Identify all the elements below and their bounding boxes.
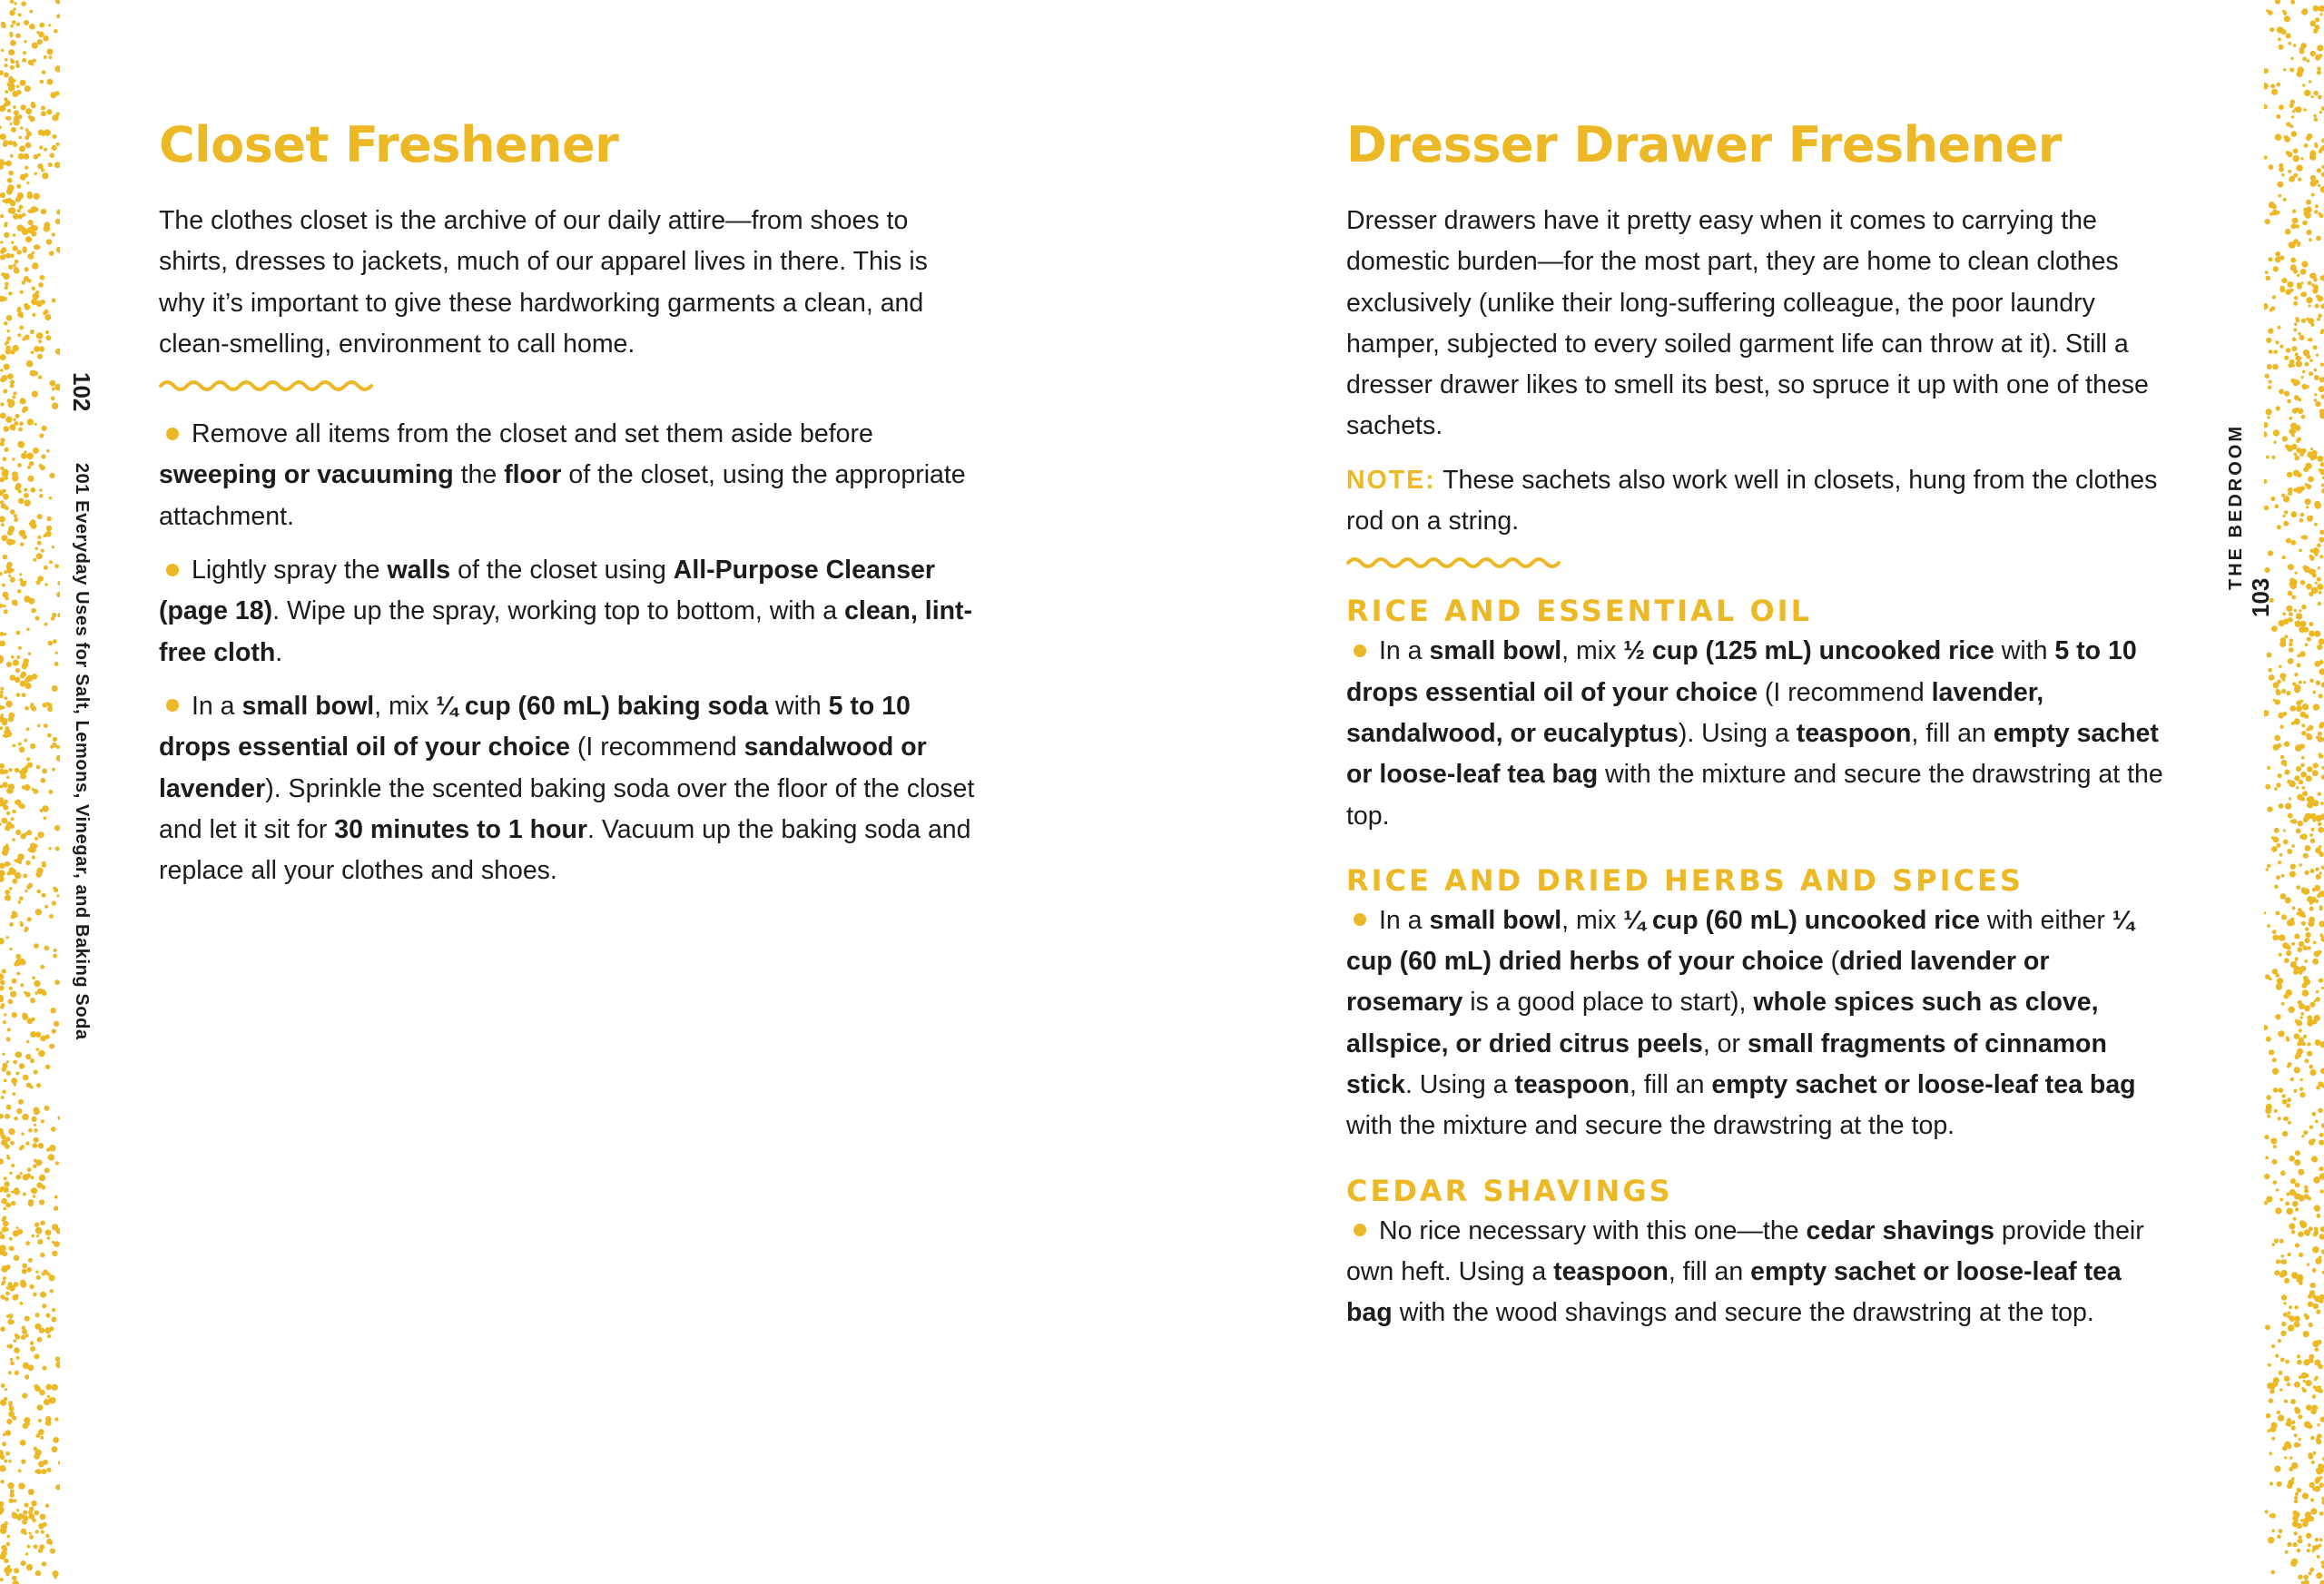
section-heading: RICE AND DRIED HERBS AND SPICES	[1346, 862, 2024, 898]
page-title: Dresser Drawer Freshener	[1346, 116, 2062, 173]
bullet-dot	[166, 699, 179, 712]
bullet-dot	[1354, 913, 1366, 926]
intro-paragraph: Dresser drawers have it pretty easy when it comes to carrying the domestic burden—for the most part, they are home to clean clothes exclusively (unlike their long-suffering colleague, the poor laundry hamper, subjected to every soiled garment life can throw at it). Still a dresser drawer likes to smell its best, so spruce it up with one of these sachets.	[1346, 206, 2149, 441]
section-item	[1346, 1211, 2168, 1334]
page-number-right: 103	[2247, 577, 2274, 617]
note-label: NOTE:	[1346, 465, 1436, 495]
bullet-dot	[1354, 644, 1366, 657]
note-text: These sachets also work well in closets, hung from the clothes rod on a string.	[1346, 465, 2158, 536]
section-heading: CEDAR SHAVINGS	[1346, 1173, 1673, 1208]
section-text: No rice necessary with this one—the cedar shavings provide their own heft. Using a teaspoon, fill an empty sachet or loose-leaf tea bag with the wood shavings and secure the drawstring at the top.	[1346, 1215, 2144, 1328]
left-running-head	[67, 372, 95, 1040]
section-heading: RICE AND ESSENTIAL OIL	[1346, 594, 1812, 629]
instruction-list	[159, 414, 980, 891]
instruction-text: Lightly spray the walls of the closet using All-Purpose Cleanser (page 18). Wipe up the spray, working top to bottom, with a clean, lint-free cloth.	[159, 556, 973, 667]
instruction-text: Remove all items from the closet and set them aside before sweeping or vacuuming the floor of the closet, using the appropriate attachment.	[159, 419, 966, 531]
section-text: In a small bowl, mix ¼ cup (60 mL) uncooked rice with either ¼ cup (60 mL) dried herbs of your choice (dried lavender or rosemary is a good place to start), whole spices such as clove, allspice, or dried citrus peels, or small fragments of cinnamon stick. Using a teaspoon, fill an empty sachet or loose-leaf tea bag with the mixture and secure the drawstring at the top.	[1346, 905, 2136, 1141]
wave-divider	[1346, 555, 1564, 571]
right-running-head	[2226, 372, 2275, 617]
right-dotted-border	[2264, 0, 2324, 1584]
section-item	[1346, 631, 2168, 836]
page-title: Closet Freshener	[159, 116, 619, 173]
intro-paragraph: The clothes closet is the archive of our daily attire—from shoes to shirts, dresses to jackets, much of our apparel lives in there. This is why it’s important to give these hardworking garments a clean, and clean-smelling, environment to call home.	[159, 206, 928, 359]
instruction-text: In a small bowl, mix ¼ cup (60 mL) baking soda with 5 to 10 drops essential oil of your choice (I recommend sandalwood or lavender). Sprinkle the scented baking soda over the floor of the closet and let it sit for 30 minutes to 1 hour. Vacuum up the baking soda and replace all your clothes and shoes.	[159, 691, 975, 886]
bullet-dot	[166, 564, 179, 576]
note-paragraph	[1346, 460, 2168, 543]
section-item	[1346, 900, 2168, 1147]
instruction-item	[159, 686, 980, 891]
left-page	[159, 116, 980, 904]
chapter-title: THE BEDROOM	[2226, 424, 2246, 590]
instruction-item	[159, 550, 980, 674]
section-text: In a small bowl, mix ½ cup (125 mL) uncooked rice with 5 to 10 drops essential oil of your choice (I recommend lavender, sandalwood, or eucalyptus). Using a teaspoon, fill an empty sachet or loose-leaf tea bag with the mixture and secure the drawstring at the top.	[1346, 636, 2163, 831]
right-page	[1346, 116, 2168, 1347]
wave-divider	[159, 378, 377, 394]
instruction-item	[159, 414, 980, 537]
bullet-dot	[1354, 1224, 1366, 1236]
book-title: 201 Everyday Uses for Salt, Lemons, Vinegar, and Baking Soda	[72, 462, 92, 1040]
page-number-left: 102	[68, 372, 95, 412]
left-dotted-border	[0, 0, 60, 1584]
bullet-dot	[166, 428, 179, 440]
